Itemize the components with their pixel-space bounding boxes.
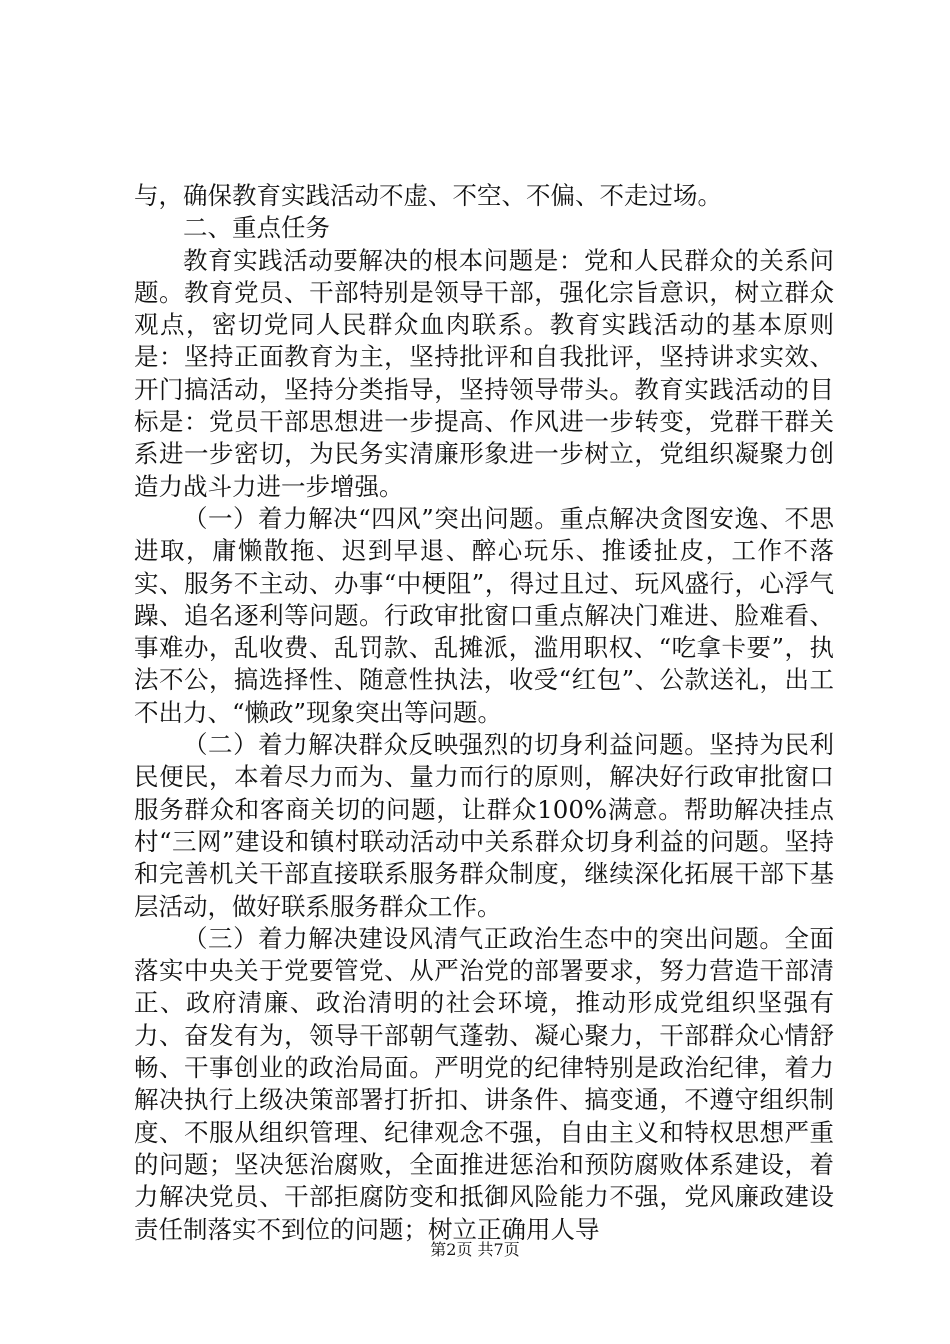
document-body (134, 180, 834, 1246)
section-heading: 二、重点任务 (183, 213, 330, 243)
page-number-footer: 第2页 共7页 (430, 1240, 520, 1259)
paragraph-core-problem: 教育实践活动要解决的根本问题是：党和人民群众的关系问题。教育党员、干部特别是领导干部，强化宗旨意识，树立群众观点，密切党同人民群众血肉联系。教育实践活动的基本原则是：坚持正面教育为主，坚持批评和自我批评，坚持讲求实效、开门搞活动，坚持分类指导，坚持领导带头。教育实践活动的目标是：党员干部思想进一步提高、作风进一步转变，党群干群关系进一步密切，为民务实清廉形象进一步树立，党组织凝聚力创造力战斗力进一步增强。 (134, 245, 834, 501)
paragraph-task-3: （三）着力解决建设风清气正政治生态中的突出问题。全面落实中央关于党要管党、从严治党的部署要求，努力营造干部清正、政府清廉、政治清明的社会环境，推动形成党组织坚强有力、奋发有为，领导干部朝气蓬勃、凝心聚力，干部群众心情舒畅、干事创业的政治局面。严明党的纪律特别是政治纪律，着力解决执行上级决策部署打折扣、讲条件、搞变通，不遵守组织制度、不服从组织管理、纪律观念不强，自由主义和特权思想严重的问题；坚决惩治腐败，全面推进惩治和预防腐败体系建设，着力解决党员、干部拒腐防变和抵御风险能力不强，党风廉政建设责任制落实不到位的问题；树立正确用人导 (134, 923, 834, 1244)
paragraph-task-1: （一）着力解决“四风”突出问题。重点解决贪图安逸、不思进取，庸懒散拖、迟到早退、醉心玩乐、推诿扯皮，工作不落实、服务不主动、办事“中梗阻”，得过且过、玩风盛行，心浮气躁、追名逐利等问题。行政审批窗口重点解决门难进、脸难看、事难办，乱收费、乱罚款、乱摊派，滥用职权、“吃拿卡要”，执法不公，搞选择性、随意性执法，收受“红包”、公款送礼，出工不出力、“懒政”现象突出等问题。 (134, 503, 834, 727)
paragraph-task-2: （二）着力解决群众反映强烈的切身利益问题。坚持为民利民便民，本着尽力而为、量力而行的原则，解决好行政审批窗口服务群众和客商关切的问题，让群众100%满意。帮助解决挂点村“三网”建设和镇村联动活动中关系群众切身利益的问题。坚持和完善机关干部直接联系服务群众制度，继续深化拓展干部下基层活动，做好联系服务群众工作。 (134, 730, 834, 921)
paragraph-continuation: 与，确保教育实践活动不虚、不空、不偏、不走过场。 (134, 181, 722, 210)
